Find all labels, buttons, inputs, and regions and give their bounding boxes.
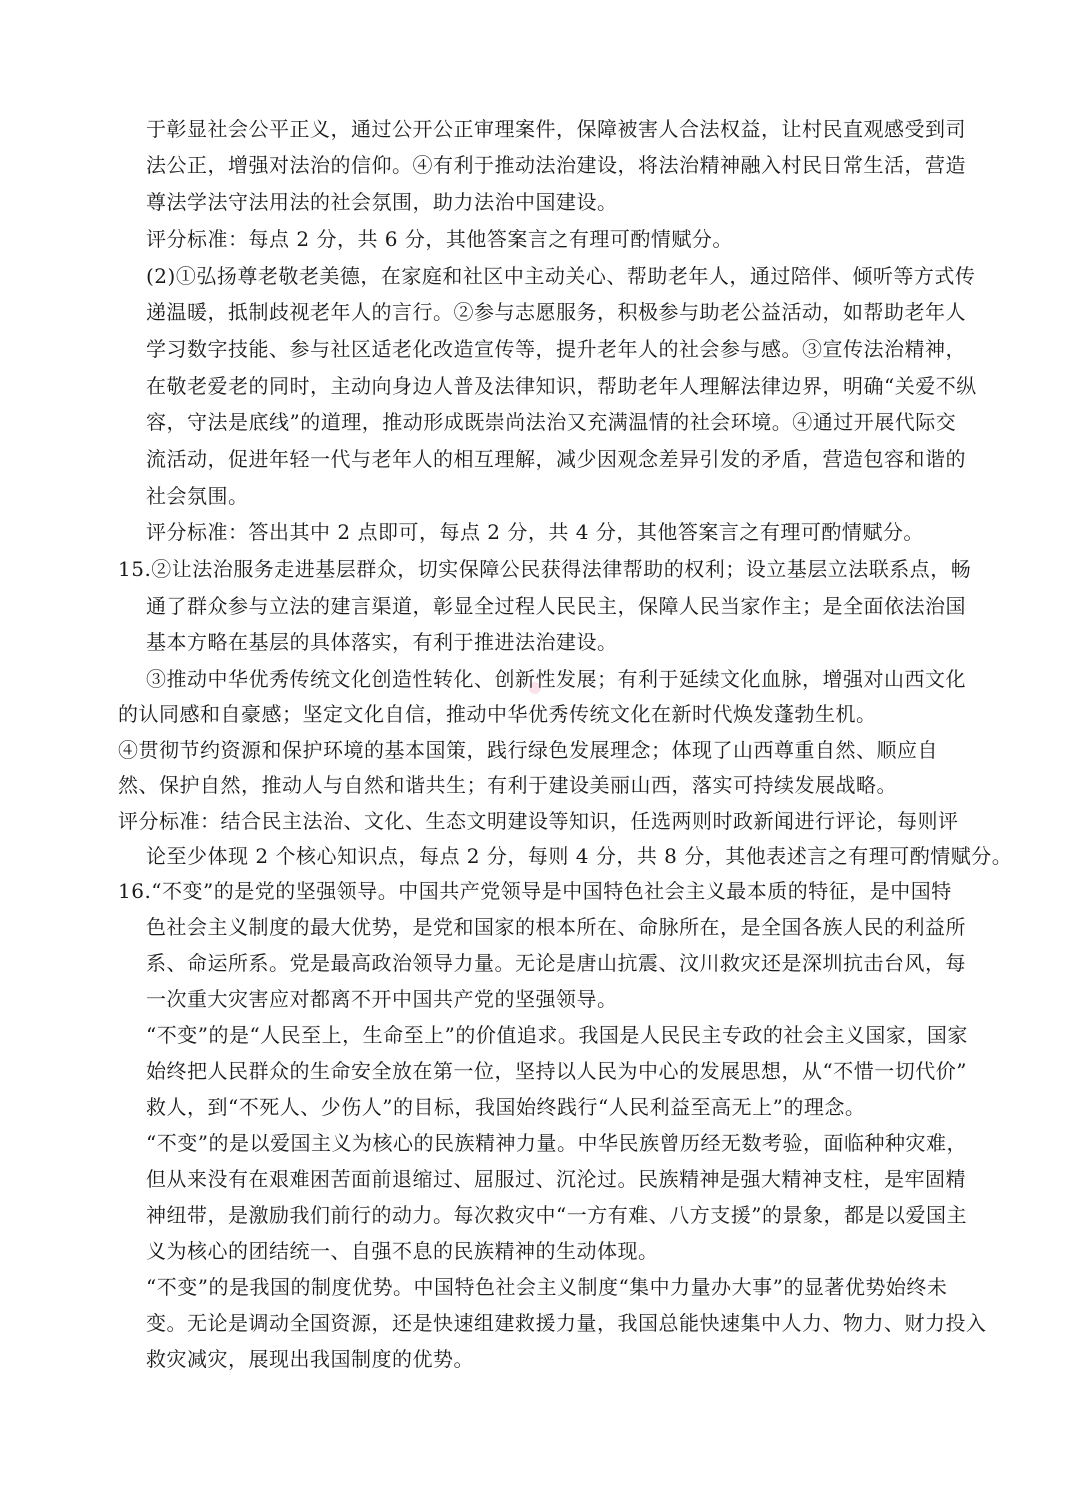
text-line: 但从来没有在艰难困苦面前退缩过、屈服过、沉沦过。民族精神是强大精神支柱，是牢固精: [146, 1167, 966, 1191]
text-line: 色社会主义制度的最大优势，是党和国家的根本所在、命脉所在，是全国各族人民的利益所: [146, 915, 966, 939]
question-15-line: 15.②让法治服务走进基层群众，切实保障公民获得法律帮助的权利；设立基层立法联系点，畅: [118, 557, 972, 581]
text-line: 在敬老爱老的同时，主动向身边人普及法律知识，帮助老年人理解法律边界，明确“关爱不纵: [146, 374, 977, 398]
text-line: 容，守法是底线”的道理，推动形成既崇尚法治又充满温情的社会环境。④通过开展代际交: [146, 410, 957, 434]
text-line: 通了群众参与立法的建言渠道，彰显全过程人民民主，保障人民当家作主；是全面依法治国: [146, 594, 966, 618]
question-16-line: 16.“不变”的是党的坚强领导。中国共产党领导是中国特色社会主义最本质的特征，是中国特: [118, 879, 952, 903]
text-line: 神纽带，是激励我们前行的动力。每次救灾中“一方有难、八方支援”的景象，都是以爱国主: [146, 1203, 967, 1227]
text-line: 社会氛围。: [146, 484, 249, 508]
text-line: 于彰显社会公平正义，通过公开公正审理案件，保障被害人合法权益，让村民直观感受到司: [146, 117, 966, 141]
text-line: 学习数字技能、参与社区适老化改造宣传等，提升老年人的社会参与感。③宣传法治精神，: [146, 337, 966, 361]
text-line: 基本方略在基层的具体落实，有利于推进法治建设。: [146, 630, 618, 654]
text-line: ④贯彻节约资源和保护环境的基本国策，践行绿色发展理念；体现了山西尊重自然、顺应自: [118, 738, 938, 762]
text-line: 流活动，促进年轻一代与老年人的相互理解，减少因观念差异引发的矛盾，营造包容和谐的: [146, 447, 966, 471]
text-line: 然、保护自然，推动人与自然和谐共生；有利于建设美丽山西，落实可持续发展战略。: [118, 773, 897, 797]
text-line: 义为核心的团结统一、自强不息的民族精神的生动体现。: [146, 1239, 659, 1263]
text-line: (2)①弘扬尊老敬老美德，在家庭和社区中主动关心、帮助老年人，通过陪伴、倾听等方式传: [146, 264, 976, 288]
text-line: ③推动中华优秀传统文化创造性转化、创新性发展；有利于延续文化血脉，增强对山西文化: [146, 667, 966, 691]
text-line: 递温暖，抵制歧视老年人的言行。②参与志愿服务，积极参与助老公益活动，如帮助老年人: [146, 300, 966, 324]
text-line: 一次重大灾害应对都离不开中国共产党的坚强领导。: [146, 987, 618, 1011]
text-line: 变。无论是调动全国资源，还是快速组建救援力量，我国总能快速集中人力、物力、财力投入: [146, 1311, 987, 1335]
text-line: 论至少体现 2 个核心知识点，每点 2 分，每则 4 分，共 8 分，其他表述言之有理可酌情赋分。: [146, 844, 1013, 868]
text-line: 评分标准：结合民主法治、文化、生态文明建设等知识，任选两则时政新闻进行评论，每则评: [118, 809, 959, 833]
text-line: 系、命运所系。党是最高政治领导力量。无论是唐山抗震、汶川救灾还是深圳抗击台风，每: [146, 951, 966, 975]
text-line: 救灾减灾，展现出我国制度的优势。: [146, 1347, 474, 1371]
text-line: 评分标准：答出其中 2 点即可，每点 2 分，共 4 分，其他答案言之有理可酌情赋分。: [146, 520, 924, 544]
text-line: 评分标准：每点 2 分，共 6 分，其他答案言之有理可酌情赋分。: [146, 227, 733, 251]
text-line: 的认同感和自豪感；坚定文化自信，推动中华优秀传统文化在新时代焕发蓬勃生机。: [118, 702, 877, 726]
text-line: “不变”的是“人民至上，生命至上”的价值追求。我国是人民民主专政的社会主义国家，国家: [146, 1023, 968, 1047]
text-line: 尊法学法守法用法的社会氛围，助力法治中国建设。: [146, 190, 618, 214]
text-line: “不变”的是以爱国主义为核心的民族精神力量。中华民族曾历经无数考验，面临种种灾难，: [146, 1131, 967, 1155]
text-line: 法公正，增强对法治的信仰。④有利于推动法治建设，将法治精神融入村民日常生活，营造: [146, 153, 966, 177]
text-line: 始终把人民群众的生命安全放在第一位，坚持以人民为中心的发展思想，从“不惜一切代价”: [146, 1059, 967, 1083]
text-line: 救人，到“不死人、少伤人”的目标，我国始终践行“人民利益至高无上”的理念。: [146, 1095, 866, 1119]
text-line: “不变”的是我国的制度优势。中国特色社会主义制度“集中力量办大事”的显著优势始终未: [146, 1275, 948, 1299]
